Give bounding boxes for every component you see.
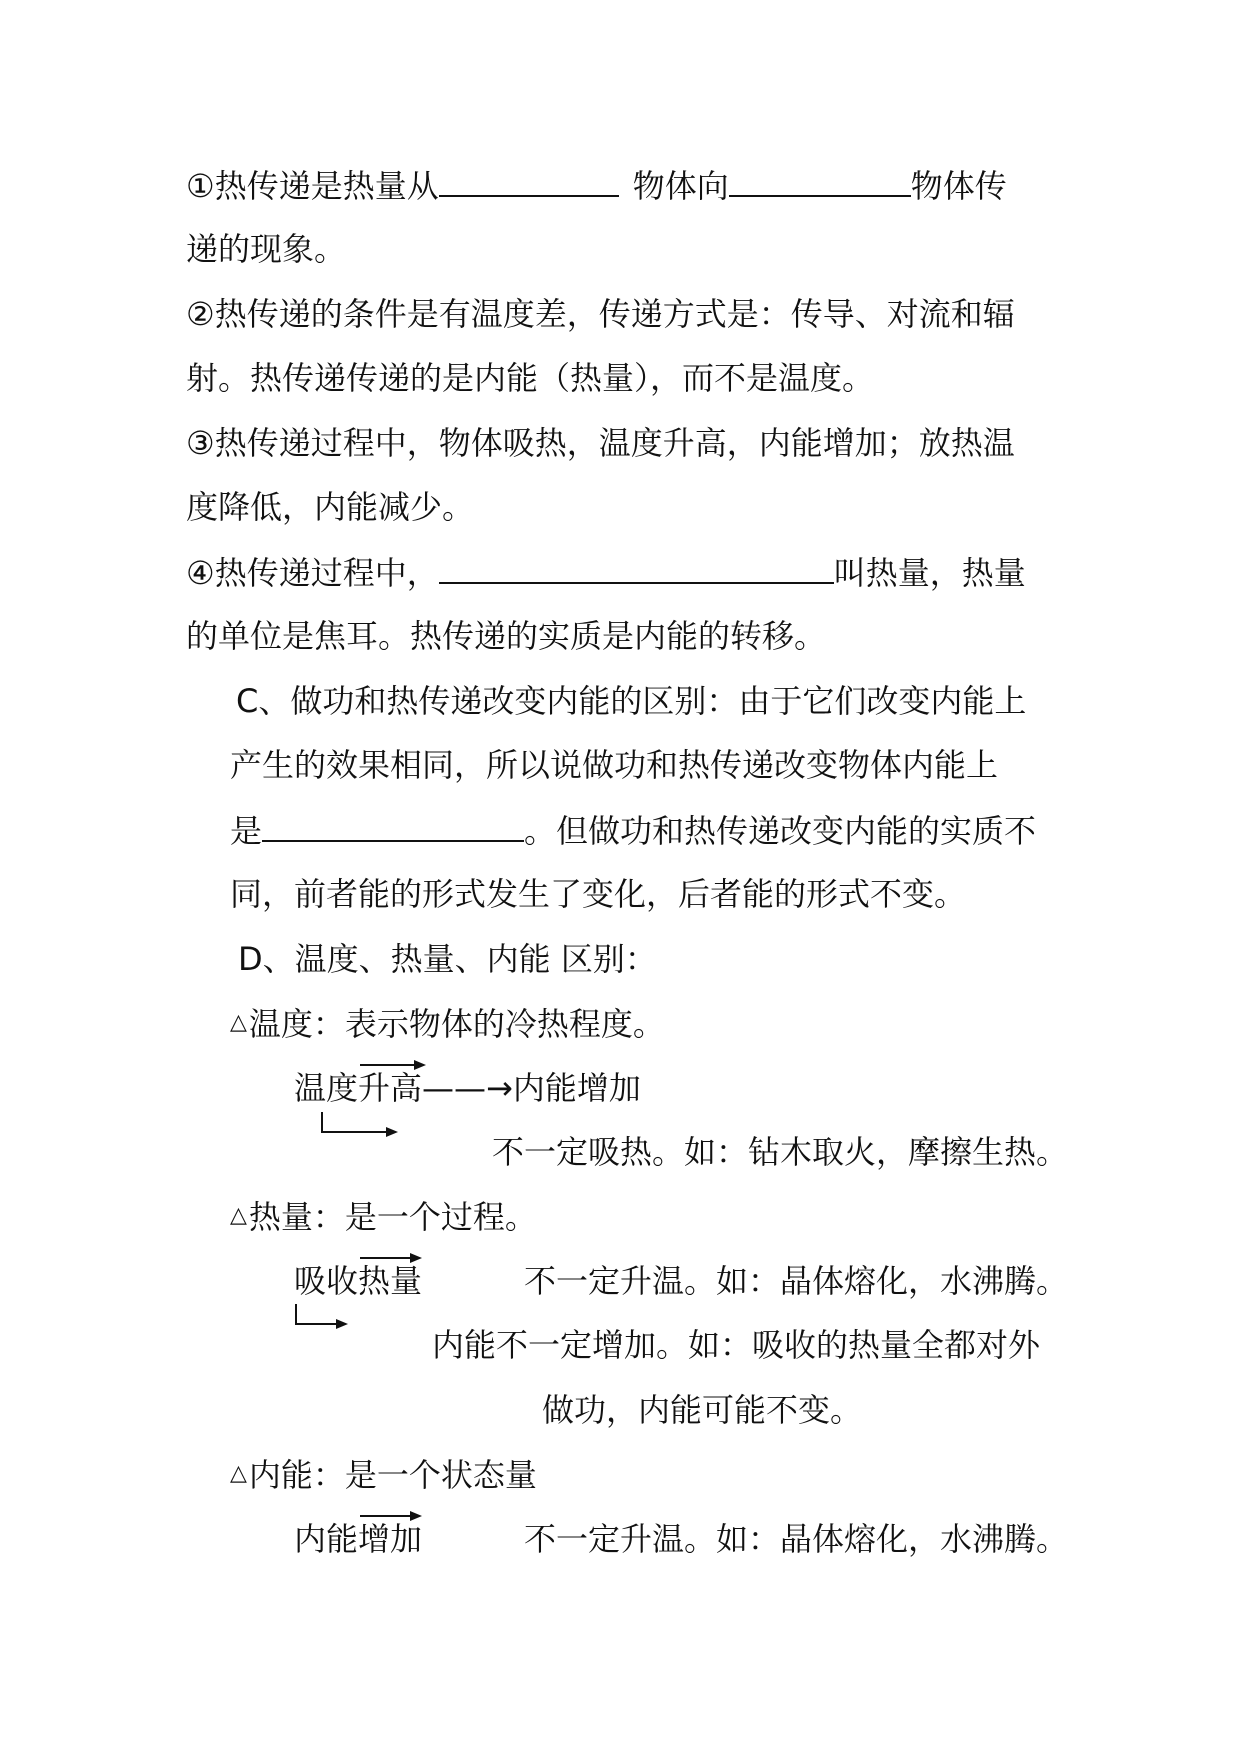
section-c-line-4: 同，前者能的形式发生了变化，后者能的形式不变。	[230, 875, 967, 913]
c3-text-a: 是	[230, 812, 263, 850]
p4-text-a: ④热传递过程中，	[186, 554, 439, 592]
paragraph-1-line-1	[186, 165, 1007, 205]
heat-line-2: 内能不一定增加。如：吸收的热量全都对外	[432, 1326, 1041, 1364]
fill-blank-4[interactable]	[262, 810, 524, 842]
temperature-heading	[230, 1003, 665, 1043]
p1-text-c: 物体传	[910, 167, 1007, 205]
p1-text-b: 物体向	[632, 167, 729, 205]
heat-heading-text: 热量：是一个过程。	[248, 1198, 537, 1236]
internal-energy-heading	[230, 1454, 537, 1494]
paragraph-2-line-2: 射。热传递传递的是内能（热量），而不是温度。	[186, 359, 875, 397]
fill-blank-2[interactable]	[729, 165, 911, 197]
section-c-line-1: C、做功和热传递改变内能的区别：由于它们改变内能上	[236, 682, 1027, 720]
section-c-line-2: 产生的效果相同，所以说做功和热传递改变物体内能上	[230, 746, 999, 784]
fill-blank-3[interactable]	[439, 552, 834, 584]
p1-text-a: ①热传递是热量从	[186, 167, 439, 205]
temperature-heading-text: 温度：表示物体的冷热程度。	[248, 1005, 665, 1043]
triangle-icon: △	[230, 1010, 247, 1035]
triangle-icon: △	[230, 1461, 247, 1486]
paragraph-2-line-1: ②热传递的条件是有温度差，传递方式是：传导、对流和辐	[186, 295, 1015, 333]
paragraph-3-line-2: 度降低，内能减少。	[186, 488, 475, 526]
fill-blank-1[interactable]	[439, 165, 619, 197]
heat-heading	[230, 1196, 537, 1236]
paragraph-3-line-1: ③热传递过程中，物体吸热，温度升高，内能增加；放热温	[186, 424, 1015, 462]
triangle-icon: △	[230, 1203, 247, 1228]
internal-energy-line-1b: 不一定升温。如：晶体熔化，水沸腾。	[524, 1520, 1069, 1558]
branch-arrow-icon	[294, 1304, 350, 1330]
internal-energy-heading-text: 内能：是一个状态量	[248, 1456, 537, 1494]
internal-energy-line-1a: 内能增加	[294, 1520, 423, 1558]
branch-arrow-icon	[320, 1112, 400, 1138]
heat-line-1b: 不一定升温。如：晶体熔化，水沸腾。	[524, 1262, 1069, 1300]
temperature-line-1: 温度升高——→内能增加	[294, 1069, 641, 1107]
section-c-line-3	[230, 810, 1036, 850]
paragraph-4-line-1	[186, 552, 1026, 592]
paragraph-1-line-2: 递的现象。	[186, 230, 347, 268]
section-d-title: D、温度、热量、内能 区别：	[238, 940, 657, 978]
c3-text-b: 。但做功和热传递改变内能的实质不	[524, 812, 1037, 850]
heat-line-1a: 吸收热量	[294, 1262, 423, 1300]
temperature-line-2: 不一定吸热。如：钻木取火，摩擦生热。	[492, 1133, 1069, 1171]
heat-line-3: 做功，内能可能不变。	[542, 1391, 863, 1429]
paragraph-4-line-2: 的单位是焦耳。热传递的实质是内能的转移。	[186, 617, 827, 655]
p4-text-b: 叫热量，热量	[833, 554, 1026, 592]
